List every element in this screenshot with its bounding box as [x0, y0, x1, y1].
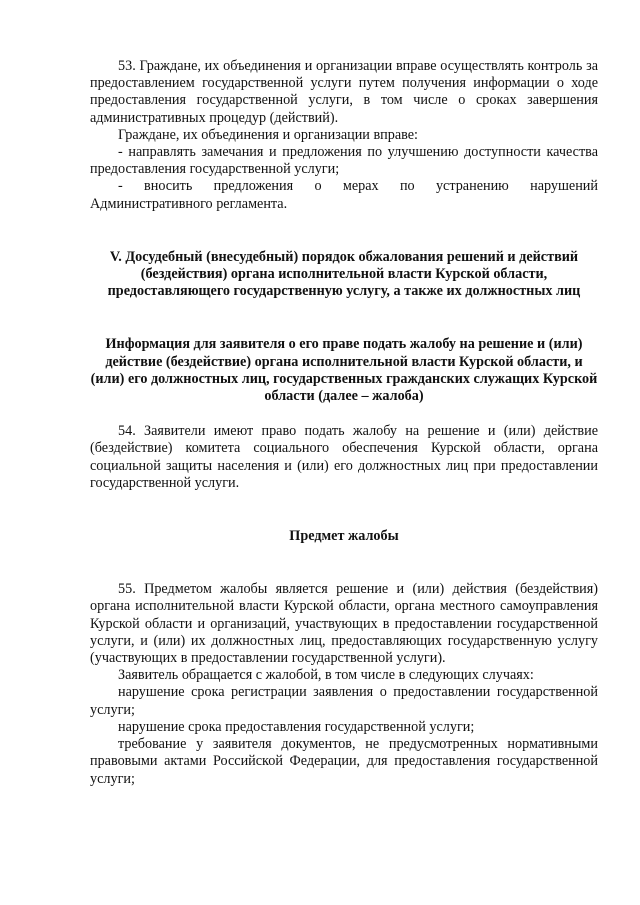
info-heading: Информация для заявителя о его праве подать жалобу на решение и (или) действие (бездействие) органа исполнительной власти Курской области, и (или) его должностных лиц, государственных гражданских служащих Курской области (далее – жалоба)	[90, 336, 598, 405]
subject-heading: Предмет жалобы	[289, 528, 399, 545]
paragraph-55-case-2: нарушение срока предоставления государственной услуги;	[118, 718, 475, 735]
paragraph-55-case-1: нарушение срока регистрации заявления о предоставлении государственной услуги;	[90, 684, 598, 718]
paragraph-53-item-2: - вносить предложения о мерах по устранению нарушений Административного регламента.	[90, 178, 598, 212]
paragraph-53-item-1: - направлять замечания и предложения по улучшению доступности качества предоставления государственной услуги;	[90, 144, 598, 178]
paragraph-55: 55. Предметом жалобы является решение и (или) действия (бездействия) органа исполнительной власти Курской области, органа местного самоуправления Курской области и организаций, участвующих в предоставлении государственной услуги, и (или) их должностных лиц, предоставляющих государственную услугу (участвующих в предоставлении государственной услуги).	[90, 581, 598, 667]
spacer	[90, 545, 598, 581]
spacer	[90, 213, 598, 249]
paragraph-55-cases-intro: Заявитель обращается с жалобой, в том числе в следующих случаях:	[118, 667, 534, 684]
section-v-heading: V. Досудебный (внесудебный) порядок обжалования решений и действий (бездействия) органа исполнительной власти Курской области, предоставляющего государственную услугу, а также их должностных лиц	[107, 248, 581, 300]
spacer	[90, 405, 598, 423]
paragraph-55-case-3: требование у заявителя документов, не предусмотренных нормативными правовыми актами Российской Федерации, для предоставления государственной услуги;	[90, 736, 598, 787]
paragraph-53: 53. Граждане, их объединения и организации вправе осуществлять контроль за предоставлением государственной услуги путем получения информации о ходе предоставления государственной услуги, в том числе о сроках завершения административных процедур (действий).	[90, 58, 598, 126]
paragraph-54: 54. Заявители имеют право подать жалобу на решение и (или) действие (бездействие) комитета социального обеспечения Курской области, органа социальной защиты населения и (или) его должностных лиц при предоставлении государственной услуги.	[90, 423, 598, 491]
paragraph-53-rights-intro: Граждане, их объединения и организации вправе:	[118, 126, 418, 143]
spacer	[90, 492, 598, 528]
document-page	[90, 58, 598, 788]
spacer	[90, 300, 598, 336]
